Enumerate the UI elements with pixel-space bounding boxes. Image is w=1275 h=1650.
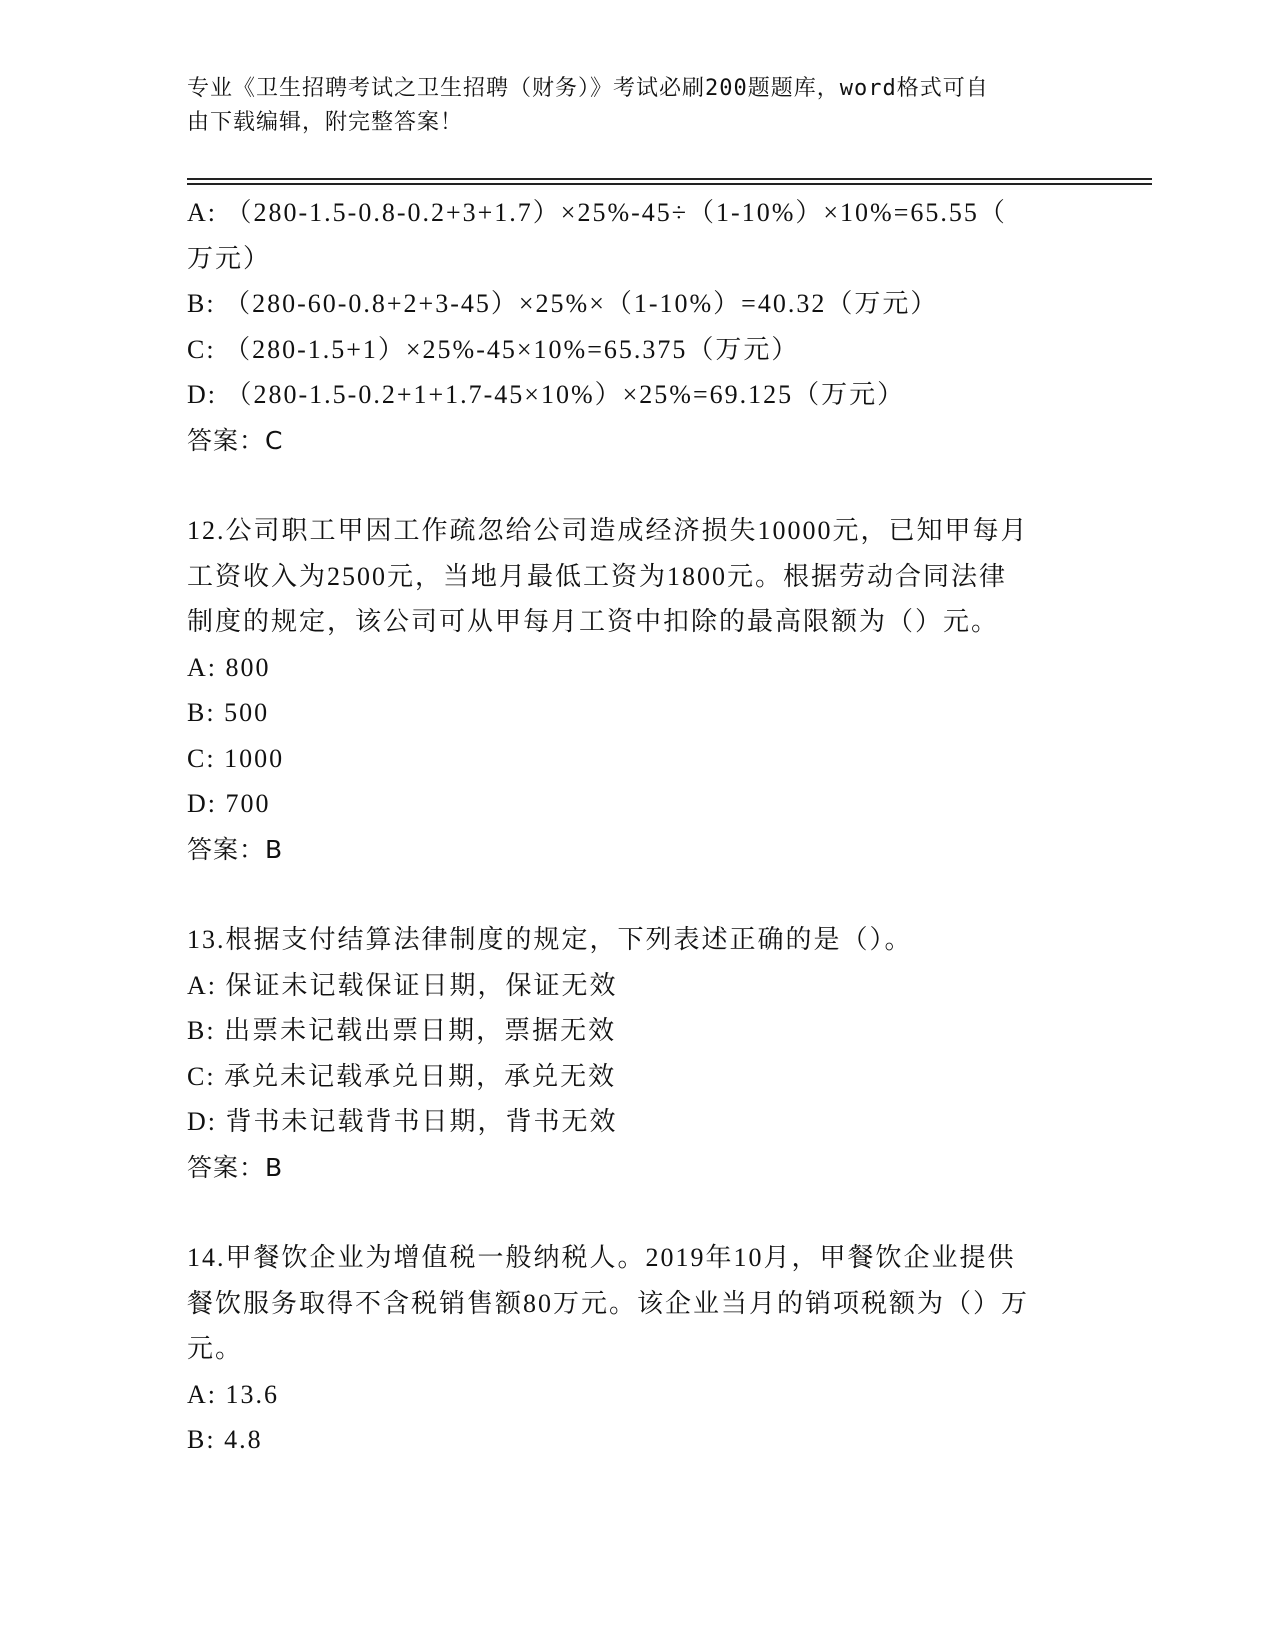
option-b: B: 出票未记载出票日期，票据无效 bbox=[187, 1016, 617, 1045]
header-line-1: 专业《卫生招聘考试之卫生招聘（财务）》考试必刷200题题库，word格式可自 bbox=[187, 76, 989, 101]
question-12 bbox=[187, 508, 1087, 872]
header-divider-top bbox=[187, 178, 1152, 180]
question-stem-line: 13.根据支付结算法律制度的规定，下列表述正确的是（）。 bbox=[187, 925, 913, 954]
spacer bbox=[187, 872, 1087, 917]
answer: 答案：B bbox=[187, 834, 284, 864]
question-list bbox=[187, 190, 1087, 1463]
option-b: B: 4.8 bbox=[187, 1425, 263, 1454]
question-stem-line: 餐饮服务取得不含税销售额80万元。该企业当月的销项税额为（）万 bbox=[187, 1288, 1030, 1318]
option-a: A: 13.6 bbox=[187, 1379, 279, 1409]
question-stem-line: 工资收入为2500元，当地月最低工资为1800元。根据劳动合同法律 bbox=[187, 561, 1008, 591]
question-14 bbox=[187, 1235, 1087, 1463]
option-c: C: 承兑未记载承兑日期，承兑无效 bbox=[187, 1061, 617, 1091]
option-b: B: （280-60-0.8+2+3-45）×25%×（1-10%）=40.32（万元） bbox=[187, 289, 939, 318]
option-d: D: 700 bbox=[187, 789, 271, 818]
question-stem-line: 14.甲餐饮企业为增值税一般纳税人。2019年10月，甲餐饮企业提供 bbox=[187, 1243, 1016, 1272]
option-c: C: 1000 bbox=[187, 743, 285, 773]
document-header bbox=[187, 72, 1067, 140]
option-a: A: 保证未记载保证日期，保证无效 bbox=[187, 970, 618, 1000]
option-c: C: （280-1.5+1）×25%-45×10%=65.375（万元） bbox=[187, 334, 800, 364]
spacer bbox=[187, 463, 1087, 508]
header-divider-bottom bbox=[187, 183, 1152, 185]
answer: 答案：C bbox=[187, 425, 284, 455]
question-11 bbox=[187, 190, 1087, 463]
question-stem-line: 制度的规定，该公司可从甲每月工资中扣除的最高限额为（）元。 bbox=[187, 607, 1000, 636]
option-a-continued: 万元） bbox=[187, 243, 272, 273]
question-13 bbox=[187, 917, 1087, 1190]
question-stem-line: 12.公司职工甲因工作疏忽给公司造成经济损失10000元，已知甲每月 bbox=[187, 516, 1029, 545]
option-b: B: 500 bbox=[187, 698, 270, 727]
option-d: D: 背书未记载背书日期，背书无效 bbox=[187, 1107, 618, 1136]
header-line-2: 由下载编辑，附完整答案！ bbox=[187, 110, 464, 135]
option-a: A: 800 bbox=[187, 652, 271, 682]
question-stem-line: 元。 bbox=[187, 1334, 244, 1363]
answer: 答案：B bbox=[187, 1152, 284, 1182]
option-a: A: （280-1.5-0.8-0.2+3+1.7）×25%-45÷（1-10%）×10%=65.55（ bbox=[187, 198, 1007, 227]
option-d: D: （280-1.5-0.2+1+1.7-45×10%）×25%=69.125（万元） bbox=[187, 380, 906, 409]
spacer bbox=[187, 1190, 1087, 1235]
